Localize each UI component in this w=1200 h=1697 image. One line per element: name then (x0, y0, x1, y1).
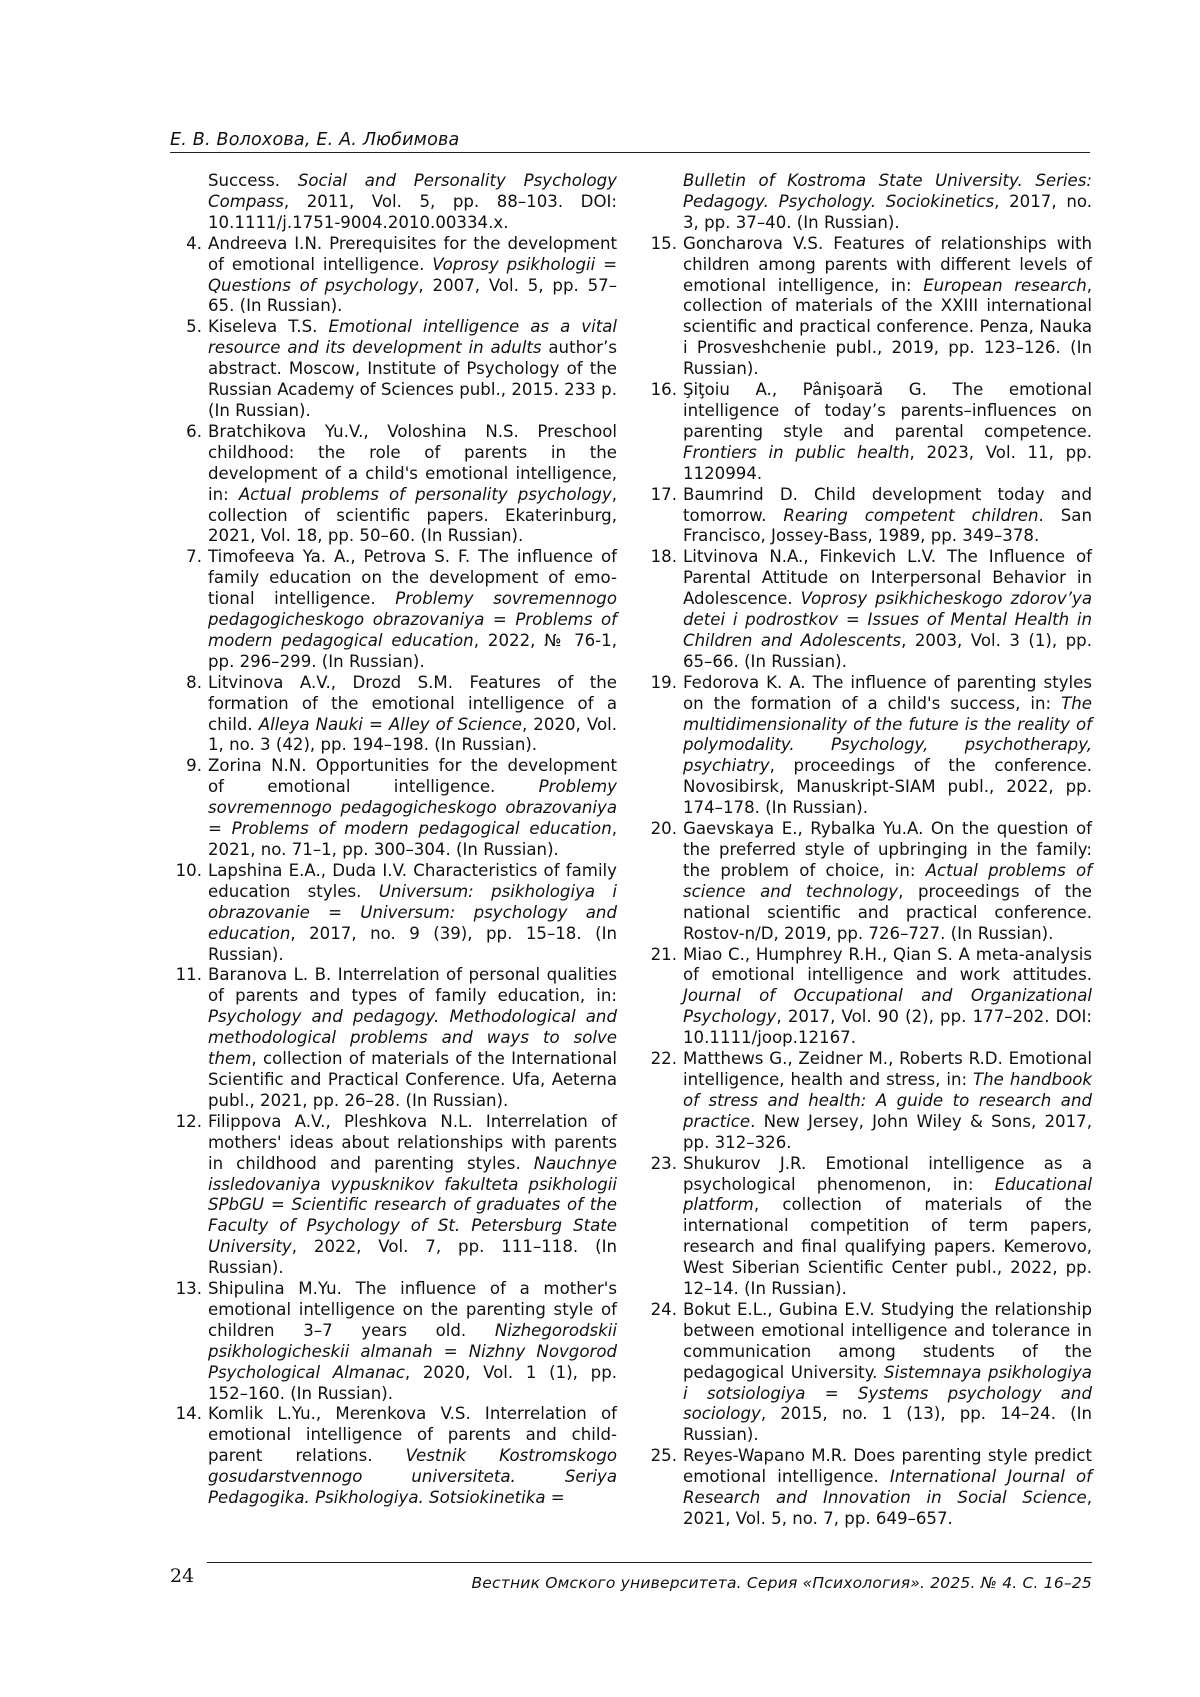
reference-text: Reyes-Wapano M.R. Does parenting style predict emotional intelligence. (683, 1446, 1092, 1487)
reference-number: 13. (175, 1279, 202, 1299)
reference-number: 6. (186, 421, 202, 441)
reference-source-title: Social and Personality Psychology Compass (208, 171, 617, 211)
reference-entry (172, 547, 617, 672)
references-left-column (172, 171, 617, 1509)
reference-number: 19. (650, 672, 677, 692)
reference-text: , 2023, Vol. 11, pp. 1120994. (683, 442, 1092, 483)
reference-text: author’s abstract. Moscow, Institute of Psychology of the Russian Academy of Sciences publ., 2015. 233 p. (In Russian). (208, 338, 617, 420)
reference-entry (647, 1446, 1092, 1530)
reference-entry (172, 234, 617, 318)
reference-number: 14. (175, 1404, 202, 1424)
reference-text: , proceedings of the national scientific and practical conference. Rostov-n/D, 2019, pp. 726–727. (In Russian). (683, 881, 1092, 943)
reference-number: 5. (186, 317, 202, 337)
reference-source-title: International Journal of Research and Innovation in Social Science (683, 1467, 1092, 1508)
reference-text: , proceedings of the conference. Novosibirsk, Manuskript-SIAM publ., 2022, pp. 174–178. (In Russian). (683, 756, 1092, 818)
reference-text: , 2017, Vol. 90 (2), pp. 177–202. DOI: 10.1111/joop.12167. (683, 1007, 1092, 1048)
reference-source-title: Voprosy psikhicheskogo zdorov’ya detei i podrostkov = Issues of Mental Health in Children and Adolescents (683, 589, 1092, 650)
reference-entry (172, 861, 617, 966)
reference-entry (647, 819, 1092, 944)
reference-text: , 2017, no. 3, pp. 37–40. (In Russian). (683, 191, 1092, 232)
reference-text: , 2017, no. 9 (39), pp. 15–18. (In Russian). (208, 923, 617, 964)
reference-text: Bokut E.L., Gubina E.V. Studying the relationship between emotional intelligence and tolerance in communication among students of the pedagogical University. (683, 1299, 1092, 1382)
reference-source-title: Frontiers in public health (683, 442, 910, 462)
reference-number: 8. (186, 672, 202, 692)
reference-entry (647, 234, 1092, 380)
reference-text: Baumrind D. Child development today and tomorrow. (683, 484, 1092, 525)
reference-number: 16. (650, 380, 677, 400)
reference-source-title: Nizhegorodskii psikhologicheskii almanah = Nizhny Novgorod Psychological Almanac (208, 1320, 617, 1382)
reference-text: Matthews G., Zeidner M., Roberts R.D. Emotional intelligence, health and stress, in: (683, 1049, 1092, 1089)
reference-entry (172, 673, 617, 757)
reference-number: 11. (175, 965, 202, 985)
reference-text: , collection of materials of the International Scientific and Practical Conference. Ufa, Aeterna publ., 2021, pp. 26–28. (In Russian). (208, 1049, 617, 1110)
reference-text: Fedorova K. A. The influence of parenting styles on the formation of a child's success, in: (683, 672, 1092, 713)
reference-text: . New Jersey, John Wiley & Sons, 2017, pp. 312–326. (683, 1111, 1092, 1152)
reference-text: Shukurov J.R. Emotional intelligence as a psychological phenomenon, in: (683, 1153, 1092, 1194)
reference-number: 10. (175, 860, 202, 880)
reference-text: Lapshina E.A., Duda I.V. Characteristics of family education styles. (208, 860, 617, 901)
reference-entry (172, 171, 617, 234)
page-number: 24 (170, 1565, 195, 1587)
reference-number: 24. (650, 1299, 677, 1319)
reference-entry (647, 1154, 1092, 1300)
reference-entry (647, 673, 1092, 819)
reference-entry (647, 1300, 1092, 1446)
reference-source-title: Vestnik Kostromskogo gosudarstvennogo universiteta. Seriya Pedagogika. Psikhologiya. Sotsiokinetika = (208, 1446, 618, 1508)
reference-text: , 2022, № 76-1, pp. 296–299. (In Russian). (208, 630, 618, 671)
reference-text: , 2020, Vol. 1 (1), pp. 152–160. (In Russian). (208, 1362, 617, 1403)
reference-source-title: Journal of Occupational and Organizational Psychology (683, 986, 1092, 1027)
reference-source-title: The handbook of stress and health: A guide to research and practice (683, 1069, 1093, 1131)
reference-text: , 2020, Vol. 1, no. 3 (42), pp. 194–198. (In Russian). (208, 714, 617, 755)
reference-text: Gaevskaya E., Rybalka Yu.A. On the question of the preferred style of upbringing in the family: the problem of choice, in: (683, 819, 1092, 880)
reference-text: , collection of scientific papers. Ekaterinburg, 2021, Vol. 18, pp. 50–60. (In Russian). (208, 484, 617, 546)
reference-number: 25. (650, 1446, 677, 1466)
reference-entry (647, 380, 1092, 485)
reference-entry (172, 422, 617, 547)
reference-number: 18. (650, 547, 677, 567)
reference-source-title: Universum: psikhologiya i obrazovanie = Universum: psychology and education (208, 881, 617, 943)
reference-entry (647, 945, 1092, 1050)
reference-entry (172, 1404, 617, 1509)
references-right-column (647, 171, 1092, 1530)
reference-text: Litvinova A.V., Drozd S.M. Features of the formation of the emotional intelligence of a child. (208, 672, 617, 734)
reference-source-title: Psychology and pedagogy. Methodological and methodological problems and ways to solve them (208, 1007, 617, 1069)
reference-entry (172, 1112, 617, 1279)
reference-number: 7. (186, 547, 202, 567)
reference-entry (172, 965, 617, 1111)
reference-source-title: Sistemnaya psikhologiya i sotsiologiya = Systems psychology and sociology (683, 1362, 1092, 1424)
reference-source-title: Educational platform (683, 1174, 1092, 1215)
reference-number: 4. (186, 233, 202, 253)
reference-number: 17. (650, 484, 677, 504)
reference-text: , 2022, Vol. 7, pp. 111–118. (In Russian). (208, 1237, 617, 1278)
reference-source-title: Nauchnye issledovaniya vypusknikov fakulteta psikhologii SPbGU = Scientific research of graduates of the Faculty of Psychology of St. Petersburg State University (208, 1153, 617, 1257)
reference-entry (647, 1049, 1092, 1154)
reference-entry (172, 756, 617, 861)
reference-text: , collection of materials of the international competition of term papers, research and final qualifying papers. Kemerovo, West Siberian Scientific Center publ., 2022, pp. 12–14. (In Russian). (683, 1195, 1092, 1299)
reference-number: 15. (650, 233, 677, 253)
reference-number: 9. (186, 756, 202, 776)
reference-entry (647, 547, 1092, 672)
reference-text: , 2021, Vol. 5, no. 7, pp. 649–657. (683, 1488, 1092, 1528)
reference-text: , 2015, no. 1 (13), pp. 14–24. (In Russian). (683, 1404, 1092, 1445)
reference-entry (172, 317, 617, 422)
reference-text: Timofeeva Ya. A., Petrova S. F. The influence of family education on the development of emo-tional intelligence. (208, 547, 617, 609)
reference-source-title: Rearing competent children (783, 505, 1039, 525)
reference-text: Miao C., Humphrey R.H., Qian S. A meta-analysis of emotional intelligence and work attitudes. (683, 944, 1092, 985)
reference-source-title: Problemy sovremennogo pedagogicheskogo obrazovaniya = Problems of modern pedagogical education (208, 777, 617, 839)
reference-text: Komlik L.Yu., Merenkova V.S. Interrelation of emotional intelligence of parents and child-parent relations. (208, 1404, 617, 1466)
reference-text: Andreeva I.N. Prerequisites for the development of emotional intelligence. (208, 233, 617, 274)
reference-number: 12. (175, 1111, 202, 1131)
reference-number: 20. (650, 819, 677, 839)
reference-text: , 2011, Vol. 5, pp. 88–103. DOI: 10.1111/j.1751-9004.2010.00334.x. (208, 191, 617, 232)
footer-rule (207, 1562, 1092, 1563)
reference-source-title: Problemy sovremennogo pedagogicheskogo obrazovaniya = Problems of modern pedagogical education (208, 589, 617, 650)
reference-entry (647, 485, 1092, 548)
reference-text: Baranova L. B. Interrelation of personal qualities of parents and types of family education, in: (208, 965, 617, 1006)
reference-number: 22. (650, 1049, 677, 1069)
reference-text: Bratchikova Yu.V., Voloshina N.S. Preschool childhood: the role of parents in the development of a child's emotional intelligence, in: (208, 421, 617, 504)
reference-text: Success. (208, 171, 298, 190)
reference-text: Şiţoiu A., Pânişoară G. The emotional intelligence of today’s parents–influences on parenting style and parental competence. (683, 380, 1092, 441)
reference-text: . San Francisco, Jossey-Bass, 1989, pp. 349–378. (683, 505, 1092, 546)
journal-footer: Вестник Омского университета. Серия «Психология». 2025. № 4. С. 16–25 (471, 1574, 1092, 1592)
reference-entry (172, 1279, 617, 1404)
reference-text: Goncharova V.S. Features of relationships with children among parents with different levels of emotional intelligence, in: (683, 233, 1092, 295)
reference-text: Zorina N.N. Opportunities for the development of emotional intelligence. (208, 756, 617, 797)
reference-source-title: Actual problems of personality psychology (238, 484, 612, 504)
reference-source-title: Actual problems of science and technology (683, 860, 1092, 901)
reference-source-title: Alleya Nauki = Alley of Science (258, 714, 522, 734)
reference-number: 21. (650, 944, 677, 964)
reference-text: Filippova A.V., Pleshkova N.L. Interrelation of mothers' ideas about relationships with parents in childhood and parenting styles. (208, 1111, 617, 1173)
reference-source-title: European research (923, 275, 1087, 295)
reference-source-title: Voprosy psikhologii = Questions of psychology (208, 254, 617, 295)
reference-source-title: The multidimensionality of the future is the reality of polymodality. Psychology, psychotherapy, psychiatry (683, 693, 1092, 776)
reference-text: , 2007, Vol. 5, pp. 57–65. (In Russian). (208, 275, 617, 316)
reference-text: , collection of materials of the XXIII international scientific and practical conference. Penza, Nauka i Prosveshchenie publ., 2019, pp. 123–126. (In Russian). (683, 275, 1092, 379)
reference-text: Litvinova N.A., Finkevich L.V. The Influence of Parental Attitude on Interpersonal Behavior in Adolescence. (683, 547, 1092, 609)
reference-text: , 2003, Vol. 3 (1), pp. 65–66. (In Russian). (683, 630, 1092, 671)
reference-text: , 2021, no. 71–1, pp. 300–304. (In Russian). (208, 819, 617, 859)
reference-source-title: Emotional intelligence as a vital resource and its development in adults (208, 317, 617, 358)
reference-text: Kiseleva T.S. (208, 317, 329, 337)
running-header: Е. В. Волохова, Е. А. Любимова (170, 130, 1090, 153)
reference-number: 23. (650, 1153, 677, 1173)
reference-text: Shipulina M.Yu. The influence of a mother's emotional intelligence on the parenting style of children 3–7 years old. (208, 1279, 617, 1340)
reference-entry (647, 171, 1092, 234)
reference-source-title: Bulletin of Kostroma State University. Series: Pedagogy. Psychology. Sociokinetics (683, 171, 1092, 211)
